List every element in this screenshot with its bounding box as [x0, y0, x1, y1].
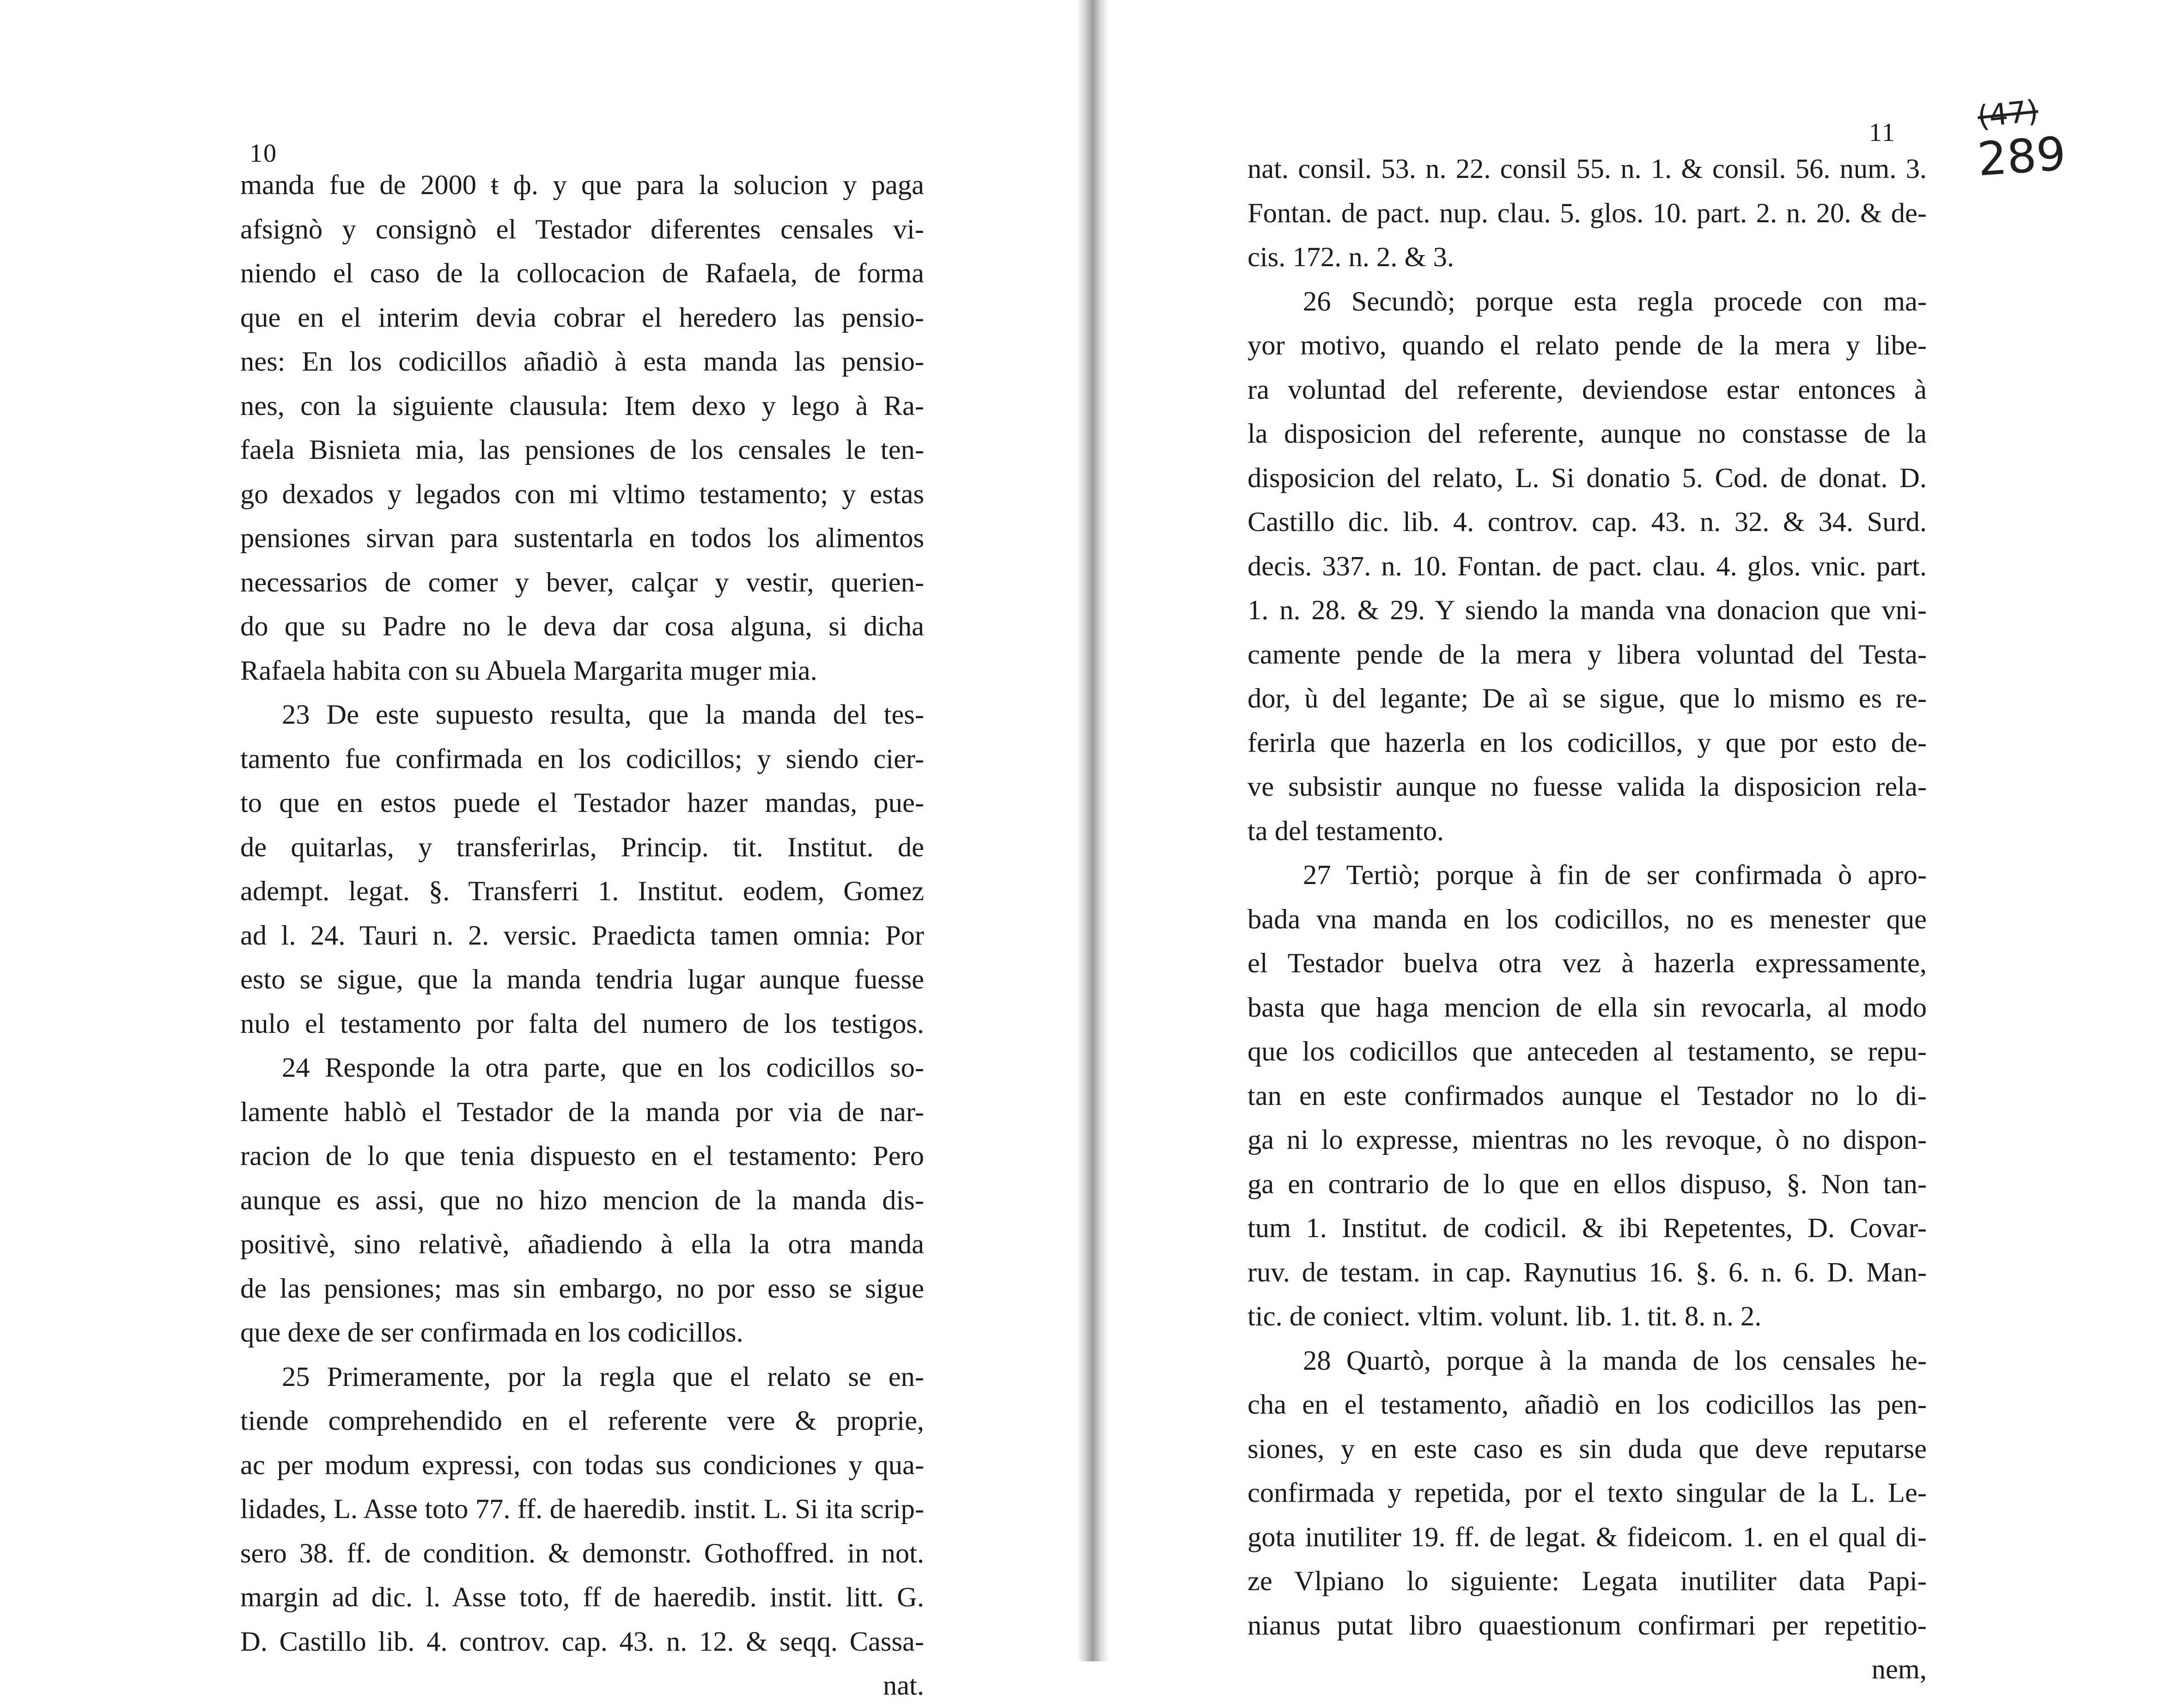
text-line: aunque es assi, que no hizo mencion de la manda dis-: [240, 1184, 924, 1216]
text-line: nat. consil. 53. n. 22. consil 55. n. 1. & consil. 56. num. 3.: [1248, 153, 1927, 184]
text-line: tic. de coniect. vltim. volunt. lib. 1. tit. 8. n. 2.: [1248, 1301, 1762, 1332]
text-line: ze Vlpiano lo siguiente: Legata inutiliter data Papi-: [1248, 1566, 1927, 1597]
text-line: D. Castillo lib. 4. controv. cap. 43. n. 12. & seqq. Cassa-: [240, 1626, 924, 1657]
text-line: racion de lo que tenia dispuesto en el testamento: Pero: [240, 1141, 924, 1171]
text-line: ruv. de testam. in cap. Raynutius 16. §. 6. n. 6. D. Man-: [1248, 1257, 1927, 1288]
text-line: dor, ù del legante; De aì se sigue, que lo mismo es re-: [1248, 683, 1927, 714]
text-line: la disposicion del referente, aunque no constasse de la: [1248, 418, 1927, 449]
paragraph-start-27: 27 Tertiò; porque à fin de ser confirmada ò apro-: [1303, 860, 1927, 891]
text-line: nianus putat libro quaestionum confirmari per repetitio-: [1248, 1610, 1927, 1641]
right-page: [1109, 0, 2173, 1685]
left-text-block: [240, 163, 924, 1708]
paragraph-start-25: 25 Primeramente, por la regla que el relato se en-: [282, 1361, 924, 1392]
text-line: Castillo dic. lib. 4. controv. cap. 43. n. 32. & 34. Surd.: [1248, 506, 1927, 537]
text-line: adempt. legat. §. Transferri 1. Institut. eodem, Gomez: [240, 876, 924, 907]
text-line: to que en estos puede el Testador hazer mandas, pue-: [240, 787, 924, 818]
text-line: nes, con la siguiente clausula: Item dexo y lego à Ra-: [240, 390, 924, 421]
text-line: sero 38. ff. de condition. & demonstr. Gothoffred. in not.: [240, 1537, 924, 1569]
paragraph-start-24: 24 Responde la otra parte, que en los codicillos so-: [282, 1052, 924, 1083]
text-line: ra voluntad del referente, deviendose estar entonces à: [1248, 374, 1927, 405]
paragraph-start-28: 28 Quartò, porque à la manda de los censales he-: [1303, 1345, 1927, 1376]
text-line: gota inutiliter 19. ff. de legat. & fideicom. 1. en el qual di-: [1248, 1521, 1927, 1553]
struck-folio-number: (47): [1976, 94, 2040, 134]
text-line: que los codicillos que anteceden al testamento, se repu-: [1248, 1036, 1927, 1067]
text-line: siones, y en este caso es sin duda que deve reputarse: [1248, 1433, 1927, 1464]
text-line: que dexe de ser confirmada en los codicillos.: [240, 1317, 743, 1348]
left-page: [0, 0, 1077, 1701]
text-line: margin ad dic. l. Asse toto, ff de haeredib. instit. litt. G.: [240, 1582, 924, 1613]
text-line: lidades, L. Asse toto 77. ff. de haeredib. instit. L. Si ita scrip-: [240, 1494, 924, 1525]
text-line: ga en contrario de lo que en ellos dispuso, §. Non tan-: [1248, 1168, 1927, 1200]
page-number: 11: [1869, 118, 1896, 147]
book-gutter: [1077, 0, 1109, 1661]
text-line: Fontan. de pact. nup. clau. 5. glos. 10. part. 2. n. 20. & de-: [1248, 197, 1927, 229]
text-line: lamente hablò el Testador de la manda por via de nar-: [240, 1096, 924, 1128]
text-line: ve subsistir aunque no fuesse valida la disposicion rela-: [1248, 771, 1927, 802]
text-line: de las pensiones; mas sin embargo, no por esso se sigue: [240, 1273, 924, 1304]
catchword: nem,: [1871, 1654, 1927, 1685]
right-text-block: [1248, 147, 1927, 1692]
text-line: el Testador buelva otra vez à hazerla expressamente,: [1248, 948, 1927, 979]
catchword: nat.: [883, 1670, 924, 1701]
text-line: ga ni lo expresse, mientras no les revoque, ò no dispon-: [1248, 1124, 1927, 1155]
text-line: camente pende de la mera y libera voluntad del Testa-: [1248, 639, 1927, 670]
text-line: cis. 172. n. 2. & 3.: [1248, 242, 1455, 273]
text-line: faela Bisnieta mia, las pensiones de los censales le ten-: [240, 434, 924, 465]
text-line: afsignò y consignò el Testador diferentes censales vi-: [240, 214, 924, 245]
text-line: nulo el testamento por falta del numero de los testigos.: [240, 1008, 924, 1039]
paragraph-start-23: 23 De este supuesto resulta, que la manda del tes-: [282, 699, 924, 730]
text-line: ad l. 24. Tauri n. 2. versic. Praedicta tamen omnia: Por: [240, 920, 924, 951]
text-line: tan en este confirmados aunque el Testador no lo di-: [1248, 1080, 1927, 1111]
page-number: 10: [250, 139, 277, 168]
text-line: basta que haga mencion de ella sin revocarla, al modo: [1248, 992, 1927, 1023]
text-line: nes: En los codicillos añadiò à esta manda las pensio-: [240, 346, 924, 377]
text-line: que en el interim devia cobrar el heredero las pensio-: [240, 302, 924, 333]
text-line: de quitarlas, y transferirlas, Princip. tit. Institut. de: [240, 831, 924, 863]
text-line: tamento fue confirmada en los codicillos; y siendo cier-: [240, 743, 924, 775]
text-line: do que su Padre no le deva dar cosa alguna, si dicha: [240, 611, 924, 642]
text-line: ac per modum expressi, con todas sus condiciones y qua-: [240, 1449, 924, 1481]
text-line: pensiones sirvan para sustentarla en todos los alimentos: [240, 523, 924, 554]
text-line: cha en el testamento, añadiò en los codicillos las pen-: [1248, 1389, 1927, 1420]
text-line: tum 1. Institut. de codicil. & ibi Repetentes, D. Covar-: [1248, 1213, 1927, 1244]
text-line: disposicion del relato, L. Si donatio 5. Cod. de donat. D.: [1248, 462, 1927, 494]
text-line: tiende comprehendido en el referente vere & proprie,: [240, 1405, 924, 1436]
text-line: bada vna manda en los codicillos, no es menester que: [1248, 903, 1927, 935]
text-line: Rafaela habita con su Abuela Margarita muger mia.: [240, 655, 817, 686]
text-line: niendo el caso de la collocacion de Rafaela, de forma: [240, 258, 924, 289]
text-line: ferirla que hazerla en los codicillos, y que por esto de-: [1248, 727, 1927, 758]
text-line: go dexados y legados con mi vltimo testamento; y estas: [240, 478, 924, 510]
text-line: manda fue de 2000 ŧ ф. y que para la solucion y paga: [240, 170, 924, 201]
paragraph-start-26: 26 Secundò; porque esta regla procede con ma-: [1303, 286, 1927, 317]
handwritten-folio-number: 289: [1976, 126, 2068, 187]
text-line: esto se sigue, que la manda tendria lugar aunque fuesse: [240, 964, 924, 995]
text-line: decis. 337. n. 10. Fontan. de pact. clau. 4. glos. vnic. part.: [1248, 550, 1927, 582]
text-line: yor motivo, quando el relato pende de la mera y libe-: [1248, 330, 1927, 361]
text-line: confirmada y repetida, por el texto singular de la L. Le-: [1248, 1477, 1927, 1508]
text-line: necessarios de comer y bever, calçar y vestir, querien-: [240, 567, 924, 598]
text-line: ta del testamento.: [1248, 815, 1444, 847]
text-line: positivè, sino relativè, añadiendo à ella la otra manda: [240, 1229, 924, 1260]
text-line: 1. n. 28. & 29. Y siendo la manda vna donacion que vni-: [1248, 595, 1927, 626]
